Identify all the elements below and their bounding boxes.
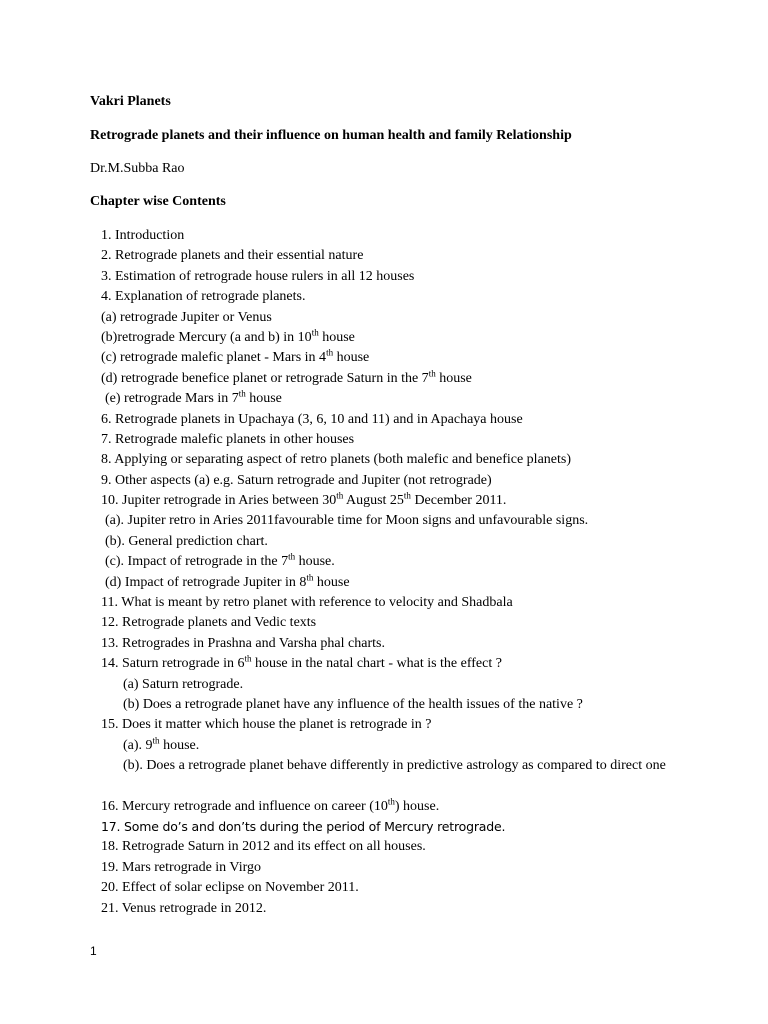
toc-item [0, 430, 768, 450]
toc-item [0, 573, 768, 593]
toc-item [0, 552, 768, 572]
toc-text: house [318, 329, 355, 345]
toc-text: house [333, 350, 370, 366]
toc-item [0, 389, 768, 409]
toc-text: 2. Retrograde planets and their essential nature [101, 248, 364, 264]
toc-text: 14. Saturn retrograde in 6 [101, 656, 245, 672]
toc-item [0, 858, 768, 878]
toc-superscript: th [336, 490, 344, 501]
toc-text: (e) retrograde Mars in 7 [105, 391, 239, 407]
toc-item [0, 246, 768, 266]
toc-superscript: th [403, 490, 411, 501]
toc-superscript: th [311, 327, 319, 338]
toc-item [0, 328, 768, 348]
toc-superscript: th [326, 347, 334, 358]
toc-superscript: th [238, 388, 246, 399]
toc-text: (b). General prediction chart. [105, 533, 268, 549]
toc-text: 13. Retrogrades in Prashna and Varsha phal charts. [101, 635, 385, 651]
toc-superscript: th [387, 795, 395, 806]
toc-item [0, 654, 768, 674]
author-name: Dr.M.Subba Rao [90, 161, 185, 176]
toc-item [0, 287, 768, 307]
toc-item [0, 634, 768, 654]
toc-text: 9. Other aspects (a) e.g. Saturn retrograde and Jupiter (not retrograde) [101, 472, 492, 488]
toc-item [0, 369, 768, 389]
toc-text: (c). Impact of retrograde in the 7 [105, 554, 289, 570]
toc-text: 11. What is meant by retro planet with reference to velocity and Shadbala [101, 595, 513, 611]
toc-text: 19. Mars retrograde in Virgo [101, 859, 261, 875]
toc-item [0, 695, 768, 715]
toc-text: (b)retrograde Mercury (a and b) in 10 [101, 329, 312, 345]
toc-item [0, 899, 768, 919]
toc-item [0, 777, 768, 797]
toc-item [0, 410, 768, 430]
toc-text: December 2011. [410, 493, 507, 509]
contents-heading: Chapter wise Contents [90, 194, 226, 209]
toc-text: (d) Impact of retrograde Jupiter in 8 [105, 574, 307, 590]
toc-text: 16. Mercury retrograde and influence on career (10 [101, 798, 388, 814]
toc-text: 3. Estimation of retrograde house rulers in all 12 houses [101, 268, 415, 284]
toc-text: (b). Does a retrograde planet behave differently in predictive astrology as compared to direct one [123, 758, 666, 774]
toc-text: August 25 [343, 493, 404, 509]
toc-item [0, 736, 768, 756]
toc-text: 6. Retrograde planets in Upachaya (3, 6, 10 and 11) and in Apachaya house [101, 411, 523, 427]
toc-superscript: th [152, 735, 160, 746]
toc-text: 10. Jupiter retrograde in Aries between 30 [101, 493, 337, 509]
toc-item [0, 491, 768, 511]
toc-item [0, 797, 768, 817]
toc-text: house [245, 391, 282, 407]
toc-text: house [313, 574, 350, 590]
toc-text: (a). 9 [123, 737, 153, 753]
toc-text: (d) retrograde benefice planet or retrograde Saturn in the 7 [101, 370, 429, 386]
toc-text: 4. Explanation of retrograde planets. [101, 289, 306, 305]
toc-item [0, 226, 768, 246]
toc-item [0, 532, 768, 552]
toc-text: (c) retrograde malefic planet - Mars in 4 [101, 350, 327, 366]
toc-text: house in the natal chart - what is the effect ? [251, 656, 502, 672]
toc-text: house. [295, 554, 335, 570]
toc-text: 7. Retrograde malefic planets in other houses [101, 431, 355, 447]
document-subtitle: Retrograde planets and their influence on human health and family Relationship [90, 128, 572, 143]
toc-item [0, 613, 768, 633]
toc-item [0, 348, 768, 368]
toc-text: (a) retrograde Jupiter or Venus [101, 309, 272, 325]
document-title: Vakri Planets [90, 94, 171, 109]
toc-item [0, 878, 768, 898]
toc-text: 21. Venus retrograde in 2012. [101, 900, 267, 916]
toc-item [0, 308, 768, 328]
toc-item [0, 756, 768, 776]
toc-text: 20. Effect of solar eclipse on November 2011. [101, 880, 359, 896]
toc-item [0, 593, 768, 613]
toc-text: (a) Saturn retrograde. [123, 676, 244, 692]
toc-text: (b) Does a retrograde planet have any influence of the health issues of the native ? [123, 696, 583, 712]
toc-item [0, 715, 768, 735]
toc-item [0, 837, 768, 857]
toc-item [0, 450, 768, 470]
toc-text: house. [159, 737, 200, 753]
page-number: 1 [90, 944, 97, 958]
toc-item [0, 471, 768, 491]
toc-superscript: th [428, 368, 436, 379]
toc-superscript: th [288, 551, 296, 562]
toc-text: ) house. [394, 798, 440, 814]
toc-text: 18. Retrograde Saturn in 2012 and its effect on all houses. [101, 839, 426, 855]
toc-superscript: th [244, 653, 252, 664]
toc-item [0, 675, 768, 695]
toc-text: 1. Introduction [101, 228, 185, 243]
toc-text: 17. Some do’s and don’ts during the period of Mercury retrograde. [101, 818, 506, 834]
toc-text: 8. Applying or separating aspect of retro planets (both malefic and benefice planets) [101, 452, 571, 468]
toc-item [0, 817, 768, 837]
toc-text: (a). Jupiter retro in Aries 2011favourable time for Moon signs and unfavourable signs. [105, 513, 589, 529]
toc-text: 15. Does it matter which house the planet is retrograde in ? [101, 717, 432, 733]
toc-superscript: th [306, 571, 314, 582]
toc-item [0, 511, 768, 531]
toc-text: 12. Retrograde planets and Vedic texts [101, 615, 317, 631]
table-of-contents [0, 226, 768, 919]
toc-item [0, 267, 768, 287]
toc-text: house [435, 370, 472, 386]
